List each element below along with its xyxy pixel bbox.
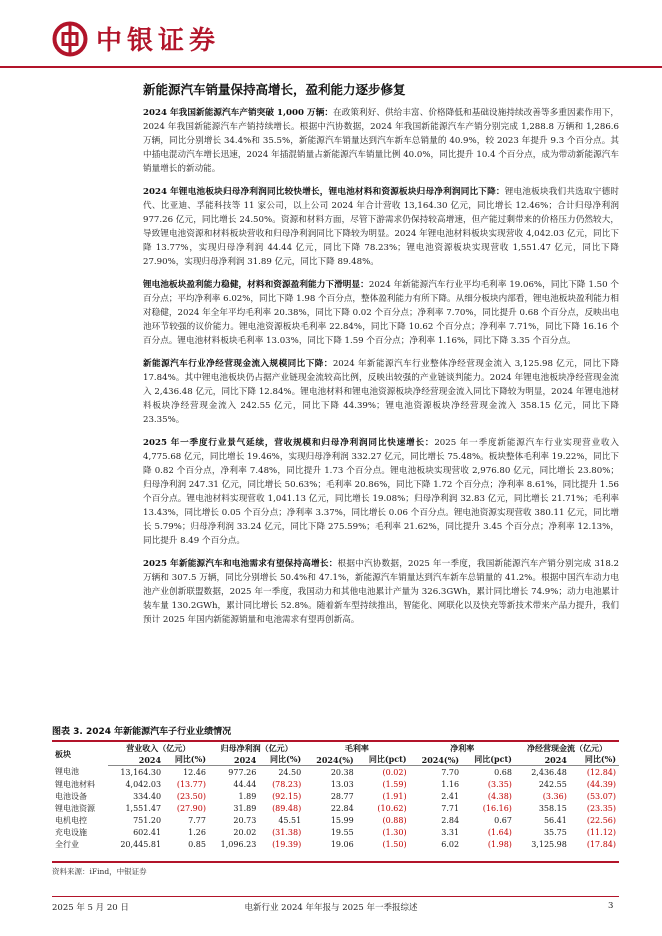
table-cell: (53.07) <box>586 791 616 801</box>
col-group-header: 营业收入（亿元） <box>126 743 191 753</box>
table-cell: 977.26 <box>228 767 257 777</box>
bank-of-china-icon <box>52 21 88 57</box>
sub-header: 同比(pct) <box>357 754 410 766</box>
table-cell: 751.20 <box>133 815 162 825</box>
paragraph-body: 2025 年一季度新能源汽车行业实现营业收入 4,775.68 亿元，同比增长 19.46%，实现归母净利润 332.27 亿元，同比增长 75.48%。板块整体毛利率 19.22%，同比下降 0.82 个百分点，净利率 7.48%，同比提升 1.73 个百分点。锂电池板块实现营收 2,976.80 亿元，同比增长 23.80%；归母净利润 247.31 亿元，同比增长 50.63%；毛利率 20.86%，同比下降 1.72 个百分点；净利率 8.61%，同比提升 1.56 个百分点。锂电池材料实现营收 1,041.13 亿元，同比增长 19.08%；归母净利润 32.83 亿元，同比增长 21.71%；毛利率 13.43%，同比增长 0.05 个百分点；净利率 3.37%，同比增长 0.06 个百分点。锂电池资源实现营收 380.11 亿元，同比增长 5.79%；归母净利润 33.24 亿元，同比下降 275.59%；毛利率 21.62%，同比提升 3.45 个百分点；净利率 12.13%，同比提升 8.49 个百分点。 <box>143 438 619 546</box>
table-cell: 2.41 <box>441 791 460 801</box>
table-cell: 12.46 <box>183 767 206 777</box>
table-cell: (22.56) <box>586 815 616 825</box>
paragraph-lead: 新能源汽车行业净经营现金流入规模同比下降： <box>143 359 333 369</box>
table-cell: 1.26 <box>188 827 206 837</box>
table-cell: (1.64) <box>487 827 512 837</box>
table-cell: 22.84 <box>330 803 354 813</box>
figure-source: 资料来源：iFind，中银证券 <box>52 867 147 876</box>
table-cell: (44.39) <box>586 779 616 789</box>
header-divider <box>0 66 662 68</box>
table-cell: (16.16) <box>482 803 512 813</box>
table-row <box>52 826 619 838</box>
section-title: 新能源汽车销量保持高增长，盈利能力逐步修复 <box>143 82 406 97</box>
table-cell: (23.35) <box>586 803 616 813</box>
table-group-header <box>52 743 619 754</box>
table-cell: 3.31 <box>441 827 460 837</box>
sub-header: 2024(%) <box>304 754 357 766</box>
col-group-header: 净利率 <box>450 743 475 753</box>
paragraph-lead: 锂电池板块盈利能力稳健，材料和资源盈利能力下滑明显： <box>143 280 369 290</box>
table-cell: (3.35) <box>487 779 512 789</box>
table-cell: (89.48) <box>272 803 302 813</box>
table-cell: 19.55 <box>330 827 354 837</box>
table-cell: 35.75 <box>543 827 567 837</box>
row-label: 锂电池资源 <box>55 803 95 813</box>
table-row <box>52 766 619 779</box>
table-cell: 20.02 <box>233 827 257 837</box>
table-cell: 4,042.03 <box>125 779 162 789</box>
footer-report-title: 电新行业 2024 年年报与 2025 年一季报综述 <box>244 903 418 913</box>
table-cell: 28.77 <box>330 791 354 801</box>
table-body <box>52 766 619 851</box>
table-cell: 7.70 <box>441 767 460 777</box>
row-header-label: 板块 <box>55 748 71 759</box>
table-cell: 3,125.98 <box>531 839 567 849</box>
paragraph-body: 2024 年新能源汽车行业整体净经营现金流入 3,125.98 亿元，同比下降 17.84%。其中锂电池板块仍占据产业链现金流较高比例，反映出较强的产业链谈判能力。2024 年锂电池板块净经营现金流入 2,436.48 亿元，同比下降 12.84%。锂电池材料和锂电池资源板块净经营现金流入同比下降较为明显，2024 年锂电池材料板块净经营现金流入 242.55 亿元，同比下降 44.39%；锂电池资源板块净经营现金流入 358.15 亿元，同比下降 23.35%。 <box>143 359 619 425</box>
paragraph-body: 2024 年新能源汽车行业平均毛利率 19.06%，同比下降 1.50 个百分点；平均净利率 6.02%，同比下降 1.98 个百分点，整体盈利能力有所下降。从细分板块内部看，锂电池板块盈利能力相对稳健，2024 年全年平均毛利率 20.38%，同比下降 0.02 个百分点；净利率 7.70%，同比提升 0.68 个百分点，反映出电池环节较强的议价能力。锂电池资源板块毛利率 22.84%，同比下降 10.62 个百分点；净利率 7.71%，同比下降 16.16 个百分点。锂电池材料板块毛利率 13.03%，同比下降 1.59 个百分点；净利率 1.16%，同比下降 3.35 个百分点。 <box>143 280 619 346</box>
table-cell: (0.02) <box>382 767 407 777</box>
sub-header: 2024 <box>108 754 164 766</box>
table-cell: (19.39) <box>272 839 302 849</box>
table-cell: 1,551.47 <box>125 803 162 813</box>
sub-header: 2024 <box>209 754 259 766</box>
table-cell: (92.15) <box>272 791 302 801</box>
paragraph <box>143 185 619 269</box>
table-cell: (1.50) <box>382 839 407 849</box>
sub-header: 同比(%) <box>570 754 619 766</box>
table-cell: (1.30) <box>382 827 407 837</box>
row-label: 充电设施 <box>55 827 87 837</box>
table-cell: (27.90) <box>176 803 206 813</box>
table-cell: 2,436.48 <box>531 767 567 777</box>
table-row <box>52 802 619 814</box>
sub-header: 同比(%) <box>164 754 209 766</box>
table-cell: (10.62) <box>377 803 407 813</box>
table-top-rule <box>52 740 619 742</box>
row-label: 全行业 <box>55 839 79 849</box>
table-cell: (1.59) <box>382 779 407 789</box>
row-label: 电池设备 <box>55 791 87 801</box>
paragraph-lead: 2024 年锂电池板块归母净利润同比较快增长，锂电池材料和资源板块归母净利润同比下降： <box>143 187 505 197</box>
table-cell: 56.41 <box>543 815 567 825</box>
table-cell: (13.77) <box>176 779 206 789</box>
paragraph-body: 锂电池板块我们共选取宁德时代、比亚迪、孚能科技等 11 家公司，以上公司 2024 年合计营收 13,164.30 亿元，同比增长 12.46%；合计归母净利润 977.26 亿元，同比增长 24.50%。资源和材料方面，尽管下游需求仍保持较高增速，但产能过剩带来的价格压力仍然较大，导致锂电池资源和材料板块营收和归母净利润同比下降较为明显。2024 年锂电池材料板块实现营收 4,042.03 亿元，同比下降 13.77%，实现归母净利润 44.44 亿元，同比下降 78.23%；锂电池资源板块实现营收 1,551.47 亿元，同比下降 27.90%，实现归母净利润 31.89 亿元，同比下降 89.48%。 <box>143 187 619 267</box>
table-cell: 31.89 <box>233 803 257 813</box>
table-cell: (1.91) <box>382 791 407 801</box>
col-group-header: 毛利率 <box>344 743 369 753</box>
table-cell: (23.50) <box>176 791 206 801</box>
table-cell: (11.12) <box>586 827 616 837</box>
table-cell: 20.73 <box>233 815 257 825</box>
table-cell: 20.38 <box>330 767 354 777</box>
paragraph <box>143 557 619 627</box>
paragraph <box>143 436 619 548</box>
footer-divider <box>52 896 619 897</box>
table-cell: (0.88) <box>382 815 407 825</box>
table-cell: 1.89 <box>238 791 257 801</box>
table-cell: 7.77 <box>188 815 206 825</box>
table-cell: 44.44 <box>233 779 257 789</box>
table-cell: (17.84) <box>586 839 616 849</box>
main-content <box>143 80 619 636</box>
brand-logo <box>52 20 220 57</box>
table-bottom-rule <box>52 861 619 863</box>
table-sub-header <box>52 754 619 766</box>
paragraph <box>143 278 619 348</box>
table-cell: 334.40 <box>133 791 162 801</box>
table-cell: 19.06 <box>330 839 354 849</box>
table-cell: 2.84 <box>441 815 460 825</box>
table-row <box>52 790 619 802</box>
table-cell: (12.84) <box>586 767 616 777</box>
table-cell: 13,164.30 <box>120 767 162 777</box>
table-cell: (3.36) <box>542 791 567 801</box>
col-group-header: 净经营现金流（亿元） <box>526 743 607 753</box>
table-cell: 7.71 <box>441 803 460 813</box>
paragraph-lead: 2025 年新能源汽车和电池需求有望保持高增长： <box>143 559 338 569</box>
sub-header: 同比(pct) <box>462 754 515 766</box>
page-number: 3 <box>608 901 614 911</box>
table-cell: 15.99 <box>330 815 354 825</box>
table-cell: 0.85 <box>188 839 206 849</box>
table-cell: 1,096.23 <box>220 839 257 849</box>
table-row <box>52 838 619 850</box>
col-group-header: 归母净利润（亿元） <box>220 743 293 753</box>
row-label: 锂电池 <box>55 767 79 777</box>
table-cell: 6.02 <box>441 839 460 849</box>
brand-name: 中银证券 <box>96 26 221 56</box>
sub-header: 同比(%) <box>259 754 304 766</box>
table-cell: 1.16 <box>441 779 460 789</box>
row-label: 电机电控 <box>55 815 87 825</box>
table-row <box>52 814 619 826</box>
table-cell: 242.55 <box>538 779 567 789</box>
paragraph <box>143 106 619 176</box>
table-cell: (78.23) <box>272 779 302 789</box>
table-cell: 24.50 <box>278 767 302 777</box>
paragraph <box>143 357 619 427</box>
row-label: 锂电池材料 <box>55 779 95 789</box>
performance-table <box>52 743 619 850</box>
paragraph-lead: 2025 年一季度行业景气延续，营收规模和归母净利润同比快速增长： <box>143 438 435 448</box>
sub-header: 2024 <box>515 754 570 766</box>
footer-date: 2025 年 5 月 20 日 <box>52 903 129 913</box>
table-cell: 0.68 <box>494 767 512 777</box>
paragraph-body: 在政策利好、供给丰富、价格降低和基础设施持续改善等多重因素作用下，2024 年我国新能源汽车产销持续增长。根据中汽协数据，2024 年我国新能源汽车产销分别完成 1,288.8 万辆和 1,286.6 万辆，同比分别增长 34.4%和 35.5%，新能源汽车销量达到汽车新车总销量的 40.9%，较 2023 年提升 9.3 个百分点。其中插电混动汽车增长迅速，2024 年插混销量占新能源汽车销量比例 40.0%，同比提升 10.4 个百分点，成为带动新能源汽车销量增长的新动能。 <box>143 108 619 174</box>
table-cell: 0.67 <box>494 815 512 825</box>
table-row <box>52 778 619 790</box>
table-cell: 602.41 <box>133 827 162 837</box>
paragraph-body: 根据中汽协数据，2025 年一季度，我国新能源汽车产销分别完成 318.2 万辆和 307.5 万辆，同比分别增长 50.4%和 47.1%，新能源汽车销量达到汽车新车总销量的 41.2%。根据中国汽车动力电池产业创新联盟数据，2025 年一季度，我国动力和其他电池累计产量为 326.3GWh，累计同比增长 74.9%；动力电池累计装车量 130.2GWh，累计同比增长 52.8%。随着新车型持续推出，智能化、网联化以及快充等新技术带来产品力提升，我们预计 2025 年国内新能源销量和电池需求有望再创新高。 <box>143 559 620 625</box>
sub-header: 2024(%) <box>410 754 463 766</box>
paragraph-lead: 2024 年我国新能源汽车产销突破 1,000 万辆： <box>143 108 334 118</box>
figure-title: 图表 3. 2024 年新能源汽车子行业业绩情况 <box>52 727 232 737</box>
table-cell: (31.38) <box>272 827 302 837</box>
table-cell: 20,445.81 <box>120 839 162 849</box>
table-cell: 45.51 <box>278 815 302 825</box>
table-cell: 358.15 <box>538 803 567 813</box>
table-cell: (4.38) <box>487 791 512 801</box>
table-cell: (1.98) <box>487 839 512 849</box>
table-cell: 13.03 <box>330 779 354 789</box>
